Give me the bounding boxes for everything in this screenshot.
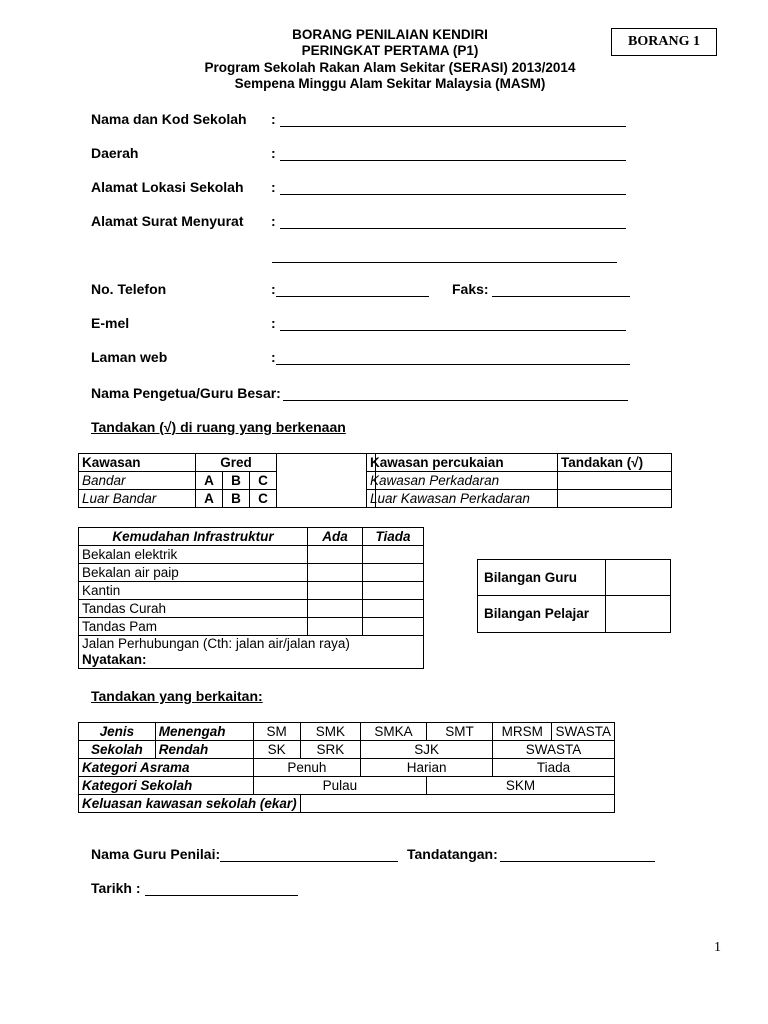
option-smt[interactable]: SMT [426, 723, 492, 741]
page-number: 1 [714, 940, 721, 955]
email-field[interactable] [280, 330, 626, 331]
option-pulau[interactable]: Pulau [253, 777, 426, 795]
unavailable-header: Tiada [363, 528, 424, 546]
colon: : [271, 111, 276, 127]
form-level: PERINGKAT PERTAMA (P1) [301, 43, 479, 58]
colon: : [271, 179, 276, 195]
email-label: E-mel [91, 315, 130, 331]
option-sk[interactable]: SK [253, 741, 300, 759]
principal-label: Nama Pengetua/Guru Besar: [91, 385, 281, 401]
school-area-label: Keluasan kawasan sekolah (ekar) [79, 795, 301, 813]
district-field[interactable] [280, 160, 626, 161]
website-field[interactable] [276, 364, 630, 365]
road-access-label: Jalan Perhubungan (Cth: jalan air/jalan raya) [82, 636, 350, 651]
available-cell[interactable] [308, 582, 363, 600]
area-grade-table [78, 453, 376, 508]
signature-label: Tandatangan: [407, 846, 498, 862]
school-type-table [78, 722, 615, 813]
student-count-cell[interactable] [606, 596, 671, 633]
hostel-category-label: Kategori Asrama [79, 759, 254, 777]
unavailable-cell[interactable] [363, 618, 424, 636]
infrastructure-table [78, 527, 424, 669]
grade-c-checkbox[interactable]: C [250, 472, 277, 490]
tick-cell[interactable] [558, 472, 672, 490]
specify-label: Nyatakan: [82, 652, 147, 667]
colon: : [271, 315, 276, 331]
fax-field[interactable] [492, 296, 630, 297]
infra-row: Bekalan elektrik [79, 546, 308, 564]
fax-label: Faks: [452, 281, 489, 297]
signature-field[interactable] [500, 861, 655, 862]
infra-row: Tandas Pam [79, 618, 308, 636]
option-sm[interactable]: SM [253, 723, 300, 741]
grade-b-checkbox[interactable]: B [223, 472, 250, 490]
option-skm[interactable]: SKM [426, 777, 614, 795]
primary-label: Rendah [155, 741, 253, 759]
unavailable-cell[interactable] [363, 582, 424, 600]
mailing-address-field[interactable] [280, 228, 626, 229]
infra-row: Tandas Curah [79, 600, 308, 618]
available-cell[interactable] [308, 546, 363, 564]
option-smka[interactable]: SMKA [361, 723, 427, 741]
tax-area-header: Kawasan percukaian [367, 454, 558, 472]
school-name-field[interactable] [280, 126, 626, 127]
area-urban: Bandar [79, 472, 196, 490]
option-smk[interactable]: SMK [300, 723, 361, 741]
infra-row: Kantin [79, 582, 308, 600]
unavailable-cell[interactable] [363, 564, 424, 582]
teacher-count-label: Bilangan Guru [478, 560, 606, 596]
option-srk[interactable]: SRK [300, 741, 361, 759]
colon: : [271, 213, 276, 229]
tax-area-row: Kawasan Perkadaran [367, 472, 558, 490]
date-label: Tarikh : [91, 880, 141, 896]
school-type-label: Jenis [79, 723, 156, 741]
evaluator-field[interactable] [220, 861, 398, 862]
school-area-field[interactable] [300, 795, 614, 813]
grade-b-checkbox[interactable]: B [223, 490, 250, 508]
colon: : [271, 349, 276, 365]
tick-cell[interactable] [558, 490, 672, 508]
option-tiada[interactable]: Tiada [493, 759, 615, 777]
option-sjk[interactable]: SJK [361, 741, 493, 759]
phone-label: No. Telefon [91, 281, 167, 297]
unavailable-cell[interactable] [363, 600, 424, 618]
instruction-tick: Tandakan (√) di ruang yang berkenaan [91, 419, 346, 435]
school-name-label: Nama dan Kod Sekolah [91, 111, 247, 127]
option-penuh[interactable]: Penuh [253, 759, 360, 777]
principal-field[interactable] [283, 400, 628, 401]
colon: : [271, 281, 276, 297]
date-field[interactable] [145, 895, 298, 896]
form-title: BORANG PENILAIAN KENDIRI [292, 27, 488, 42]
tax-area-table [366, 453, 672, 508]
empty-cell [277, 454, 376, 508]
colon: : [271, 145, 276, 161]
teacher-count-cell[interactable] [606, 560, 671, 596]
grade-a-checkbox[interactable]: A [196, 472, 223, 490]
infra-header: Kemudahan Infrastruktur [79, 528, 308, 546]
instruction-related: Tandakan yang berkaitan: [91, 688, 263, 704]
location-address-label: Alamat Lokasi Sekolah [91, 179, 244, 195]
option-swasta-secondary[interactable]: SWASTA [552, 723, 615, 741]
available-cell[interactable] [308, 618, 363, 636]
available-header: Ada [308, 528, 363, 546]
mailing-address-label: Alamat Surat Menyurat [91, 213, 244, 229]
area-rural: Luar Bandar [79, 490, 196, 508]
event-name: Sempena Minggu Alam Sekitar Malaysia (MASM) [234, 76, 546, 91]
phone-field[interactable] [276, 296, 429, 297]
secondary-label: Menengah [155, 723, 253, 741]
school-type-label-2: Sekolah [79, 741, 156, 759]
grade-c-checkbox[interactable]: C [250, 490, 277, 508]
unavailable-cell[interactable] [363, 546, 424, 564]
tax-area-row: Luar Kawasan Perkadaran [367, 490, 558, 508]
location-address-field[interactable] [280, 194, 626, 195]
tick-header: Tandakan (√) [558, 454, 672, 472]
grade-a-checkbox[interactable]: A [196, 490, 223, 508]
website-label: Laman web [91, 349, 168, 365]
available-cell[interactable] [308, 564, 363, 582]
mailing-address-field-2[interactable] [272, 262, 617, 263]
program-name: Program Sekolah Rakan Alam Sekitar (SERASI) 2013/2014 [204, 60, 576, 75]
student-count-label: Bilangan Pelajar [478, 596, 606, 633]
option-swasta-primary[interactable]: SWASTA [493, 741, 615, 759]
district-label: Daerah [91, 145, 139, 161]
school-category-label: Kategori Sekolah [79, 777, 254, 795]
infra-row: Bekalan air paip [79, 564, 308, 582]
count-table [477, 559, 671, 633]
available-cell[interactable] [308, 600, 363, 618]
area-header: Kawasan [79, 454, 196, 472]
form-id-badge: BORANG 1 [611, 28, 717, 56]
road-access-row[interactable] [79, 636, 424, 669]
option-harian[interactable]: Harian [361, 759, 493, 777]
grade-header: Gred [196, 454, 277, 472]
option-mrsm[interactable]: MRSM [493, 723, 552, 741]
evaluator-label: Nama Guru Penilai: [91, 846, 221, 862]
